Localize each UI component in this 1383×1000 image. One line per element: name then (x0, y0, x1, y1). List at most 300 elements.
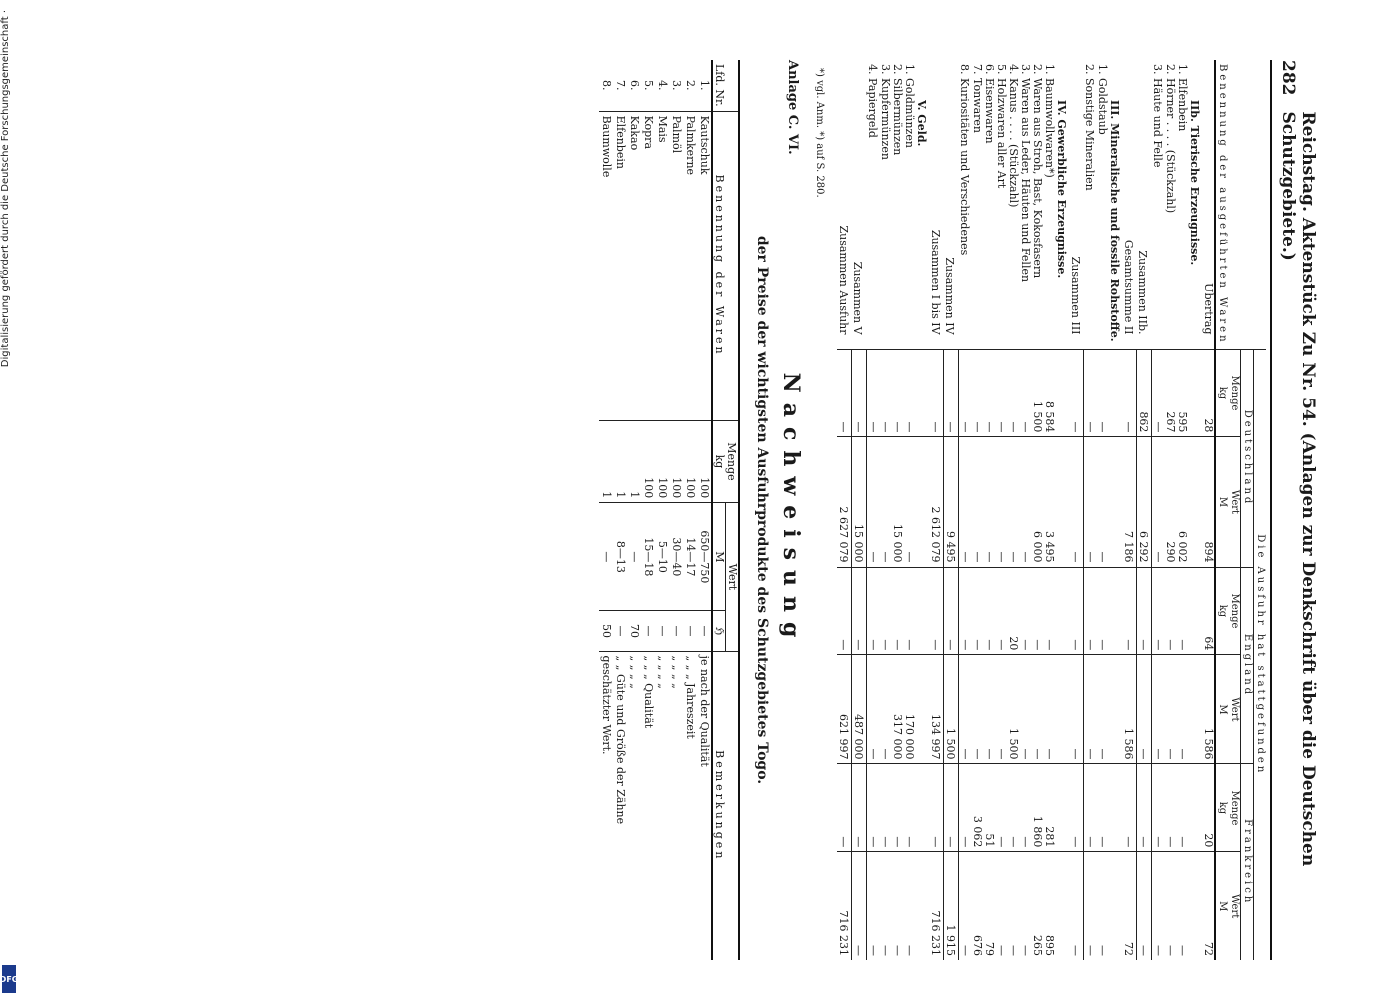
value-cell: — (1084, 764, 1097, 852)
value-cell: — (959, 349, 972, 437)
row-label: Zusammen V (851, 261, 865, 335)
digitization-sidebar (0, 0, 20, 1000)
value-cell (1108, 764, 1122, 852)
value-cell: 20 (1007, 567, 1019, 655)
annex-subtitle: der Preise der wichtigsten Ausfuhrprodukte des Schutzgebietes Togo. (754, 235, 770, 785)
wert-header: Wert M (1215, 852, 1241, 960)
table-row (1084, 60, 1097, 960)
value-cell: 7 186 (1122, 437, 1137, 567)
row-label: 3. Häute und Felle (1151, 64, 1165, 168)
value-cell: — (1152, 764, 1165, 852)
table-row (1007, 60, 1019, 960)
value-cell: — (879, 655, 891, 764)
value-cell: — (983, 349, 995, 437)
value-cell: — (1096, 852, 1108, 960)
cell-nr: 5. (642, 80, 655, 91)
value-cell: — (867, 437, 880, 567)
cell-nr: 2. (684, 80, 697, 91)
cell-pf: — (683, 611, 697, 651)
row-label: 1. Elfenbein (1176, 64, 1189, 132)
cell-bem: „ „ „ „ (669, 651, 683, 960)
value-cell: 64 (1202, 567, 1215, 655)
value-cell (915, 349, 929, 437)
value-cell: — (879, 567, 891, 655)
scanned-page (90, 60, 1318, 960)
wert-header: Wert M (1215, 655, 1241, 764)
price-table-body (599, 60, 712, 960)
cell-menge: 100 (669, 420, 683, 503)
country-frankreich: Frankreich (1241, 764, 1254, 960)
value-cell: 1 860 (1031, 764, 1043, 852)
value-cell: — (983, 567, 995, 655)
table-row (1043, 60, 1055, 960)
value-cell: — (1019, 349, 1031, 437)
value-cell (1055, 655, 1069, 764)
value-cell: — (983, 655, 995, 764)
cell-m: 8—13 (613, 503, 627, 611)
table-row (669, 60, 683, 960)
value-cell: — (1069, 852, 1084, 960)
cell-bem: „ „ „ „ (655, 651, 669, 960)
page-title: Reichstag. Aktenstück Zu Nr. 54. (Anlagen zur Denkschrift über die Deutschen Schutzgebiete.) (1278, 111, 1318, 867)
value-cell: 20 (1202, 764, 1215, 852)
value-cell: — (971, 349, 983, 437)
col-name-header: Benennung der ausgeführten Waren (1215, 60, 1266, 349)
value-cell: 6 292 (1137, 437, 1152, 567)
value-cell (1108, 852, 1122, 960)
value-cell (915, 764, 929, 852)
value-cell: — (959, 567, 972, 655)
bemerkungen-header: Bemerkungen (712, 651, 739, 960)
value-cell (1055, 852, 1069, 960)
value-cell: — (879, 437, 891, 567)
value-cell: — (971, 567, 983, 655)
value-cell (1188, 349, 1202, 437)
row-label: 4. Kanus . . . . (Stückzahl) (1007, 64, 1020, 208)
cell-pf: — (641, 611, 655, 651)
value-cell: — (995, 567, 1007, 655)
table-row (903, 60, 915, 960)
value-cell: — (1176, 764, 1188, 852)
row-label: Gesamtsumme II (1122, 239, 1135, 335)
table-row (879, 60, 891, 960)
value-cell: 716 231 (929, 852, 944, 960)
row-label: 2. Sonstige Mineralien (1083, 64, 1097, 191)
value-cell (1108, 655, 1122, 764)
value-cell: — (1084, 655, 1097, 764)
value-cell: 15 000 (852, 437, 867, 567)
table-row (1031, 60, 1043, 960)
cell-bem: je nach der Qualität (697, 651, 712, 960)
value-cell: 3 495 (1043, 437, 1055, 567)
section-row (1188, 60, 1202, 960)
value-cell: — (1069, 437, 1084, 567)
value-cell: — (1019, 567, 1031, 655)
value-cell: — (1152, 349, 1165, 437)
value-cell: — (903, 349, 915, 437)
cell-name: Kopra (641, 111, 655, 420)
value-cell (1188, 764, 1202, 852)
value-cell: — (879, 764, 891, 852)
cell-bem: „ „ Güte und Größe der Zähne (613, 651, 627, 960)
value-cell: — (1122, 349, 1137, 437)
row-label: 2. Waren aus Stroh, Bast, Kokosfasern (1031, 64, 1044, 279)
cell-bem: „ „ „ Qualität (641, 651, 655, 960)
value-cell: — (959, 764, 972, 852)
value-cell: 1 500 (1007, 655, 1019, 764)
value-cell: — (929, 567, 944, 655)
country-deutschland: Deutschland (1241, 349, 1254, 567)
value-cell: 621 997 (837, 655, 852, 764)
annex-heading (740, 60, 804, 960)
value-cell: 1 586 (1122, 655, 1137, 764)
value-cell: — (1007, 437, 1019, 567)
header-rule (1270, 60, 1272, 960)
cell-name: Baumwolle (599, 111, 613, 420)
value-cell: — (971, 437, 983, 567)
cell-nr: 1. (698, 80, 711, 91)
value-cell: — (1164, 655, 1176, 764)
row-label: Übertrag (1202, 283, 1215, 335)
sum-row (1122, 60, 1137, 960)
value-cell: — (891, 567, 903, 655)
table-row (641, 60, 655, 960)
page-number: 282 (1278, 60, 1298, 96)
table-row (867, 60, 880, 960)
nr-header: Lfd. Nr. (712, 60, 739, 111)
value-cell: — (1007, 764, 1019, 852)
value-cell: 2 612 079 (929, 437, 944, 567)
cell-m: 14—17 (683, 503, 697, 611)
value-cell: — (1043, 567, 1055, 655)
page-header (1278, 60, 1318, 960)
value-cell: — (1069, 349, 1084, 437)
value-cell (1188, 852, 1202, 960)
value-cell: — (903, 437, 915, 567)
cell-menge: 100 (641, 420, 655, 503)
value-cell: — (1031, 655, 1043, 764)
table-row (613, 60, 627, 960)
value-cell (1055, 567, 1069, 655)
row-label: Zusammen IV (943, 257, 957, 335)
value-cell: 6 000 (1031, 437, 1043, 567)
page-content (90, 60, 1318, 960)
cell-bem: „ „ „ Jahreszeit (683, 651, 697, 960)
value-cell: — (867, 852, 880, 960)
group-header: Die Ausfuhr hat stattgefunden (1254, 349, 1267, 960)
value-cell: 8 584 (1043, 349, 1055, 437)
value-cell: — (944, 764, 959, 852)
value-cell: 134 997 (929, 655, 944, 764)
value-cell: — (959, 437, 972, 567)
value-cell: 290 (1164, 437, 1176, 567)
value-cell: — (867, 655, 880, 764)
value-cell: — (879, 852, 891, 960)
value-cell: — (903, 764, 915, 852)
value-cell: — (852, 349, 867, 437)
value-cell (915, 655, 929, 764)
row-label: IIb. Tierische Erzeugnisse. (1188, 100, 1201, 266)
value-cell: — (891, 764, 903, 852)
value-cell: 265 (1031, 852, 1043, 960)
sum-row (837, 60, 852, 960)
value-cell: 3 062 (971, 764, 983, 852)
funding-note: Digitalisierung gefördert durch die Deutsche Forschungsgemeinschaft · (0, 10, 11, 368)
country-england: England (1241, 567, 1254, 764)
value-cell: 267 (1164, 349, 1176, 437)
value-cell: — (1137, 852, 1152, 960)
cell-name: Palmkerne (683, 111, 697, 420)
value-cell: — (1096, 655, 1108, 764)
cell-menge: 100 (697, 420, 712, 503)
row-label: 1. Goldmünzen (903, 64, 916, 148)
row-label: 8. Kuriositäten und Verschiedenes (958, 64, 972, 256)
value-cell: 51 (983, 764, 995, 852)
annex-title: Nachweisung (778, 372, 804, 648)
row-label: 1. Baumwollwaren*) (1043, 64, 1056, 178)
value-cell (1055, 437, 1069, 567)
value-cell: 2 627 079 (837, 437, 852, 567)
table-row (1152, 60, 1165, 960)
value-cell: 1 915 (944, 852, 959, 960)
value-cell: — (837, 764, 852, 852)
row-label: 4. Papiergeld (866, 64, 880, 138)
section-row (1108, 60, 1122, 960)
value-cell: — (1164, 852, 1176, 960)
value-cell: — (891, 349, 903, 437)
table-row (627, 60, 641, 960)
cell-bem: „ „ „ „ (627, 651, 641, 960)
table-row (1176, 60, 1188, 960)
value-cell: 6 002 (1176, 437, 1188, 567)
value-cell: — (1084, 567, 1097, 655)
value-cell: 317 000 (891, 655, 903, 764)
value-cell: — (1007, 852, 1019, 960)
value-cell: 487 000 (852, 655, 867, 764)
value-cell: 894 (1202, 437, 1215, 567)
table-row (971, 60, 983, 960)
value-cell (1055, 764, 1069, 852)
value-cell: — (867, 764, 880, 852)
value-cell: — (1019, 655, 1031, 764)
value-cell: 862 (1137, 349, 1152, 437)
value-cell: 72 (1202, 852, 1215, 960)
row-label: 1. Goldstaub (1096, 64, 1109, 135)
value-cell: — (837, 349, 852, 437)
value-cell: — (944, 567, 959, 655)
value-cell: — (1069, 764, 1084, 852)
value-cell: — (1176, 655, 1188, 764)
value-cell (1108, 349, 1122, 437)
table-row (599, 60, 613, 960)
value-cell: — (852, 567, 867, 655)
menge-header: Menge kg (1215, 349, 1241, 437)
cell-name: Palmöl (669, 111, 683, 420)
value-cell: 281 (1043, 764, 1055, 852)
value-cell (1188, 567, 1202, 655)
value-cell (1188, 437, 1202, 567)
cell-bem: geschätzter Wert. (599, 651, 613, 960)
row-label: V. Geld. (915, 100, 928, 147)
value-cell: — (1152, 567, 1165, 655)
table-row (959, 60, 972, 960)
mark-header: M (712, 503, 726, 611)
value-cell: — (1096, 349, 1108, 437)
row-label: Zusammen III (1069, 256, 1082, 335)
cell-menge: 1 (613, 420, 627, 503)
value-cell (915, 852, 929, 960)
export-table (837, 60, 1266, 960)
value-cell: — (1096, 567, 1108, 655)
annex-label: Anlage C. VI. (785, 60, 800, 155)
value-cell: — (903, 852, 915, 960)
cell-pf: — (655, 611, 669, 651)
menge-header: Menge kg (1215, 567, 1241, 655)
value-cell: 595 (1176, 349, 1188, 437)
row-label: 2. Silbermünzen (891, 64, 904, 156)
value-cell: 676 (971, 852, 983, 960)
sum-row (944, 60, 959, 960)
row-label: Zusammen IIb. (1136, 250, 1150, 335)
row-label: Zusammen Ausfuhr (837, 225, 850, 335)
value-cell: — (995, 852, 1007, 960)
cell-m: 30—40 (669, 503, 683, 611)
table-row (891, 60, 903, 960)
sum-row (1069, 60, 1084, 960)
cell-nr: 8. (600, 80, 613, 91)
value-cell: 28 (1202, 349, 1215, 437)
value-cell: — (959, 852, 972, 960)
table-row (1202, 60, 1215, 960)
row-label: IV. Gewerbliche Erzeugnisse. (1055, 100, 1068, 279)
wert-header: Wert (726, 503, 740, 651)
row-label: 6. Eisenwaren (983, 64, 996, 144)
price-table (599, 60, 740, 960)
value-cell: — (1176, 567, 1188, 655)
pf-header: ℌ (712, 611, 726, 651)
dfg-logo-icon: DFG (2, 965, 16, 993)
value-cell: — (867, 567, 880, 655)
table-row (1164, 60, 1176, 960)
table-row (697, 60, 712, 960)
value-cell: 79 (983, 852, 995, 960)
value-cell: 1 500 (944, 655, 959, 764)
cell-pf: — (697, 611, 712, 651)
value-cell: — (995, 437, 1007, 567)
value-cell: 72 (1122, 852, 1137, 960)
cell-nr: 3. (670, 80, 683, 91)
cell-m: — (599, 503, 613, 611)
value-cell: — (1137, 655, 1152, 764)
value-cell: — (1152, 437, 1165, 567)
cell-menge: 100 (683, 420, 697, 503)
cell-nr: 4. (656, 80, 669, 91)
value-cell: 716 231 (837, 852, 852, 960)
value-cell: 895 (1043, 852, 1055, 960)
value-cell: — (1069, 655, 1084, 764)
table-row (995, 60, 1007, 960)
cell-pf: — (613, 611, 627, 651)
table-row (683, 60, 697, 960)
section-row (915, 60, 929, 960)
value-cell (1108, 567, 1122, 655)
value-cell: — (983, 437, 995, 567)
cell-menge: 1 (627, 420, 641, 503)
cell-m: 5—10 (655, 503, 669, 611)
value-cell: — (1084, 852, 1097, 960)
cell-name: Kakao (627, 111, 641, 420)
value-cell: — (995, 655, 1007, 764)
value-cell: — (1084, 437, 1097, 567)
wert-header: Wert M (1215, 437, 1241, 567)
value-cell: — (837, 567, 852, 655)
value-cell: — (929, 349, 944, 437)
value-cell: — (995, 764, 1007, 852)
cell-name: Kautschuk (697, 111, 712, 420)
cell-pf: — (669, 611, 683, 651)
value-cell: 9 495 (944, 437, 959, 567)
row-label: 7. Tonwaren (971, 64, 984, 134)
value-cell: — (944, 349, 959, 437)
cell-m: 15—18 (641, 503, 655, 611)
value-cell: — (891, 852, 903, 960)
value-cell (1108, 437, 1122, 567)
value-cell: — (1176, 852, 1188, 960)
kg-header: kg (712, 420, 726, 503)
menge-header: Menge kg (1215, 764, 1241, 852)
value-cell: — (1069, 567, 1084, 655)
value-cell: — (929, 764, 944, 852)
table-row (1019, 60, 1031, 960)
menge-header: Menge (726, 420, 740, 503)
row-label: Zusammen I bis IV (929, 229, 942, 335)
cell-nr: 6. (628, 80, 641, 91)
value-cell: — (1019, 437, 1031, 567)
value-cell: — (1164, 764, 1176, 852)
value-cell: 15 000 (891, 437, 903, 567)
cell-pf: 70 (627, 611, 641, 651)
cell-nr: 7. (614, 80, 627, 91)
value-cell: — (1096, 764, 1108, 852)
value-cell: — (852, 764, 867, 852)
value-cell (915, 437, 929, 567)
value-cell: — (1031, 567, 1043, 655)
value-cell: 170 000 (903, 655, 915, 764)
cell-menge: 1 (599, 420, 613, 503)
value-cell: — (1122, 764, 1137, 852)
value-cell: — (1152, 852, 1165, 960)
cell-pf: 50 (599, 611, 613, 651)
name-header: Benennung der Waren (712, 111, 739, 420)
cell-name: Elfenbein (613, 111, 627, 420)
cell-m: 650—750 (697, 503, 712, 611)
value-cell: — (852, 852, 867, 960)
row-label: 3. Waren aus Leder, Häuten und Fellen (1019, 64, 1032, 283)
value-cell: — (1007, 349, 1019, 437)
sum-row (1137, 60, 1152, 960)
table-row (655, 60, 669, 960)
value-cell: — (903, 567, 915, 655)
section-row (1055, 60, 1069, 960)
footnote: *) vgl. Anm. *) auf S. 280. (814, 68, 825, 198)
sum-row (929, 60, 944, 960)
value-cell: — (1137, 567, 1152, 655)
table-row (983, 60, 995, 960)
value-cell: — (1096, 437, 1108, 567)
value-cell: — (995, 349, 1007, 437)
row-label: 2. Hörner . . . . (Stückzahl) (1164, 64, 1177, 214)
value-cell: — (867, 349, 880, 437)
